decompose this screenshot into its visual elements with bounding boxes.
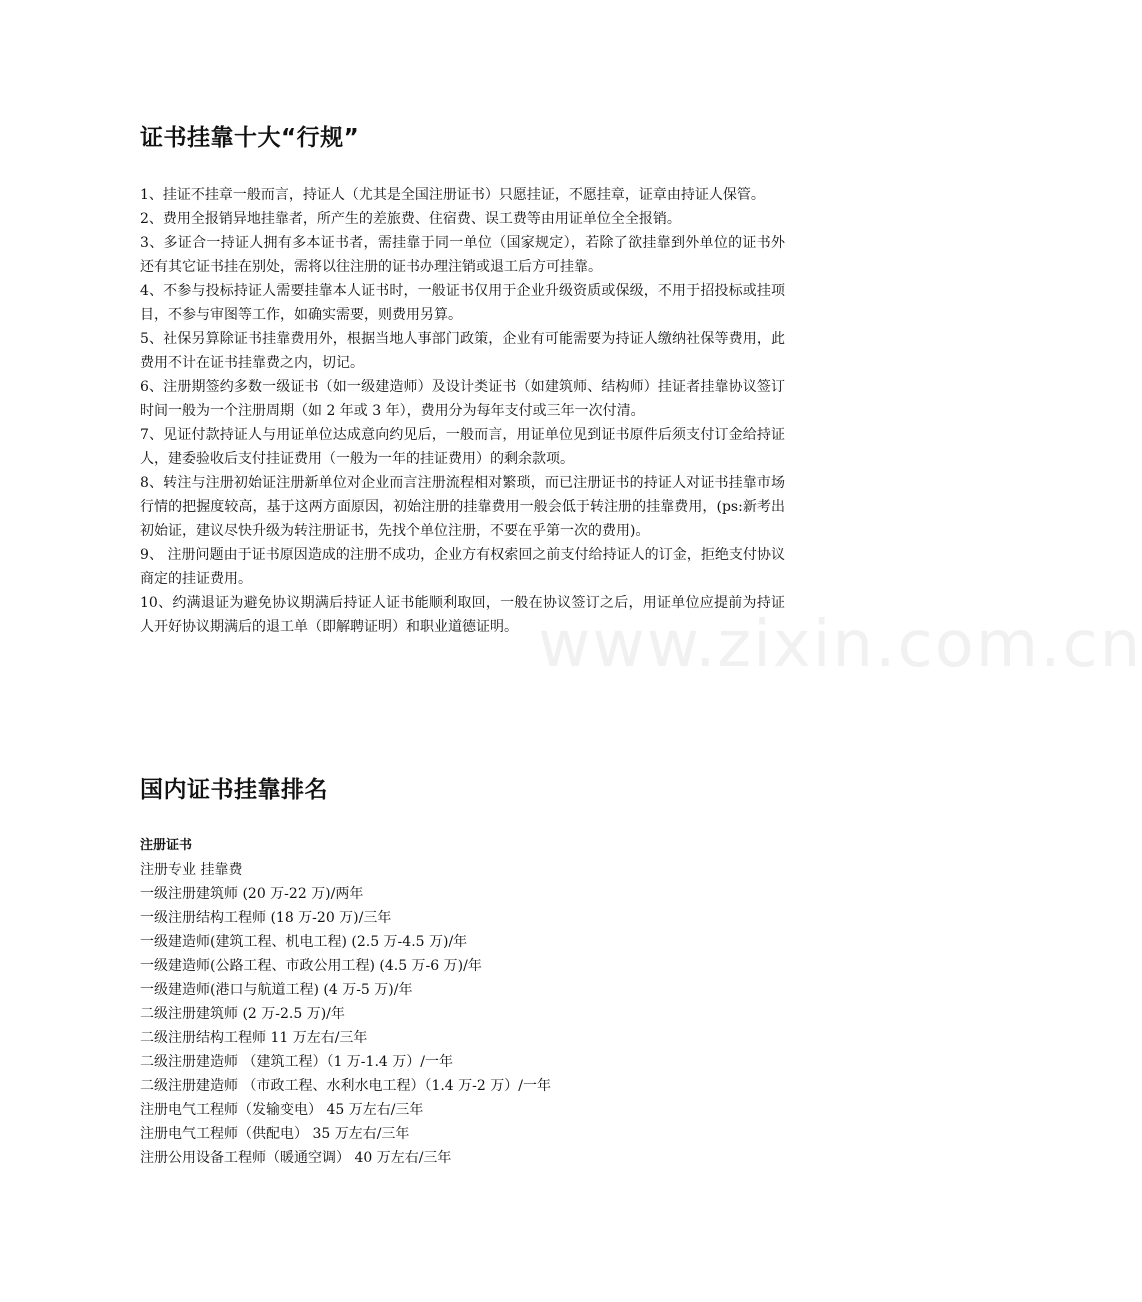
rules-list: [140, 183, 785, 639]
rule-item: 3、多证合一持证人拥有多本证书者，需挂靠于同一单位（国家规定），若除了欲挂靠到外单位的证书外还有其它证书挂在别处，需将以往注册的证书办理注销或退工后方可挂靠。: [140, 235, 785, 275]
list-item: 注册电气工程师（发输变电） 45 万左右/三年: [140, 1102, 424, 1118]
list-item: 一级注册结构工程师 (18 万-20 万)/三年: [140, 910, 392, 926]
watermark: www.zixin.com.cn: [538, 608, 1142, 682]
list-item: 二级注册建造师 （市政工程、水利水电工程）（1.4 万-2 万）/一年: [140, 1078, 551, 1094]
list-item: 一级建造师(港口与航道工程) (4 万-5 万)/年: [140, 982, 413, 998]
rule-item: 9、 注册问题由于证书原因造成的注册不成功，企业方有权索回之前支付给持证人的订金，拒绝支付协议商定的挂证费用。: [140, 547, 785, 587]
rule-item: 5、社保另算除证书挂靠费用外，根据当地人事部门政策，企业有可能需要为持证人缴纳社保等费用，此费用不计在证书挂靠费之内，切记。: [140, 331, 785, 371]
list-item: 注册电气工程师（供配电） 35 万左右/三年: [140, 1126, 410, 1142]
rule-item: 1、挂证不挂章一般而言，持证人（尤其是全国注册证书）只愿挂证，不愿挂章，证章由持证人保管。: [140, 187, 765, 203]
list-item: 二级注册结构工程师 11 万左右/三年: [140, 1030, 368, 1046]
list-item: 二级注册建造师 （建筑工程）（1 万-1.4 万）/一年: [140, 1054, 453, 1070]
list-item: 注册专业 挂靠费: [140, 862, 243, 878]
rule-item: 7、见证付款持证人与用证单位达成意向约见后，一般而言，用证单位见到证书原件后须支付订金给持证人，建委验收后支付挂证费用（一般为一年的挂证费用）的剩余款项。: [140, 427, 785, 467]
rule-item: 2、费用全报销异地挂靠者，所产生的差旅费、住宿费、误工费等由用证单位全全报销。: [140, 211, 681, 227]
registration-subheading: 注册证书: [140, 838, 193, 853]
list-item: 一级建造师(公路工程、市政公用工程) (4.5 万-6 万)/年: [140, 958, 482, 974]
list-item: 一级建造师(建筑工程、机电工程) (2.5 万-4.5 万)/年: [140, 934, 468, 950]
rule-item: 8、转注与注册初始证注册新单位对企业而言注册流程相对繁琐，而已注册证书的持证人对证书挂靠市场行情的把握度较高，基于这两方面原因，初始注册的挂靠费用一般会低于转注册的挂靠费用，(ps:新考出初始证，建议尽快升级为转注册证书，先找个单位注册，不要在乎第一次的费用)。: [140, 475, 785, 539]
registration-list: [140, 834, 785, 1170]
section-title-rules: 证书挂靠十大“行规”: [140, 125, 360, 151]
rule-item: 4、不参与投标持证人需要挂靠本人证书时，一般证书仅用于企业升级资质或保级，不用于招投标或挂项目，不参与审图等工作，如确实需要，则费用另算。: [140, 283, 785, 323]
section-title-ranking: 国内证书挂靠排名: [140, 777, 328, 803]
rule-item: 10、约满退证为避免协议期满后持证人证书能顺利取回，一般在协议签订之后，用证单位应提前为持证人开好协议期满后的退工单（即解聘证明）和职业道德证明。: [140, 595, 785, 635]
list-item: 一级注册建筑师 (20 万-22 万)/两年: [140, 886, 364, 902]
list-item: 二级注册建筑师 (2 万-2.5 万)/年: [140, 1006, 345, 1022]
list-item: 注册公用设备工程师（暖通空调） 40 万左右/三年: [140, 1150, 452, 1166]
rule-item: 6、注册期签约多数一级证书（如一级建造师）及设计类证书（如建筑师、结构师）挂证者挂靠协议签订时间一般为一个注册周期（如 2 年或 3 年），费用分为每年支付或三年一次付清。: [140, 379, 785, 419]
